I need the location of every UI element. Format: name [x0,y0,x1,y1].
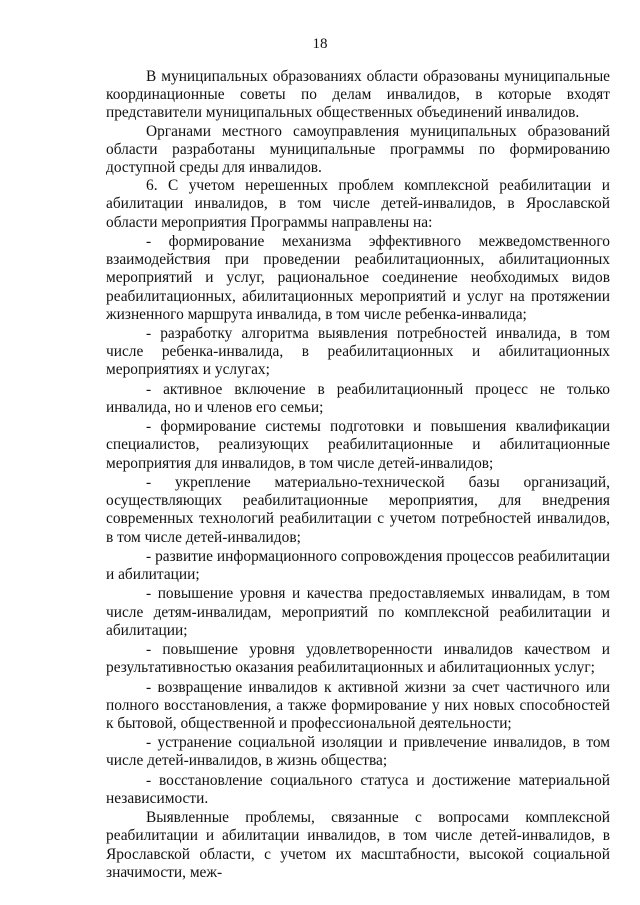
list-item: - формирование механизма эффективного межведомственного взаимодействия при проведении реабилитационных, абилитационных мероприятий и услуг, рациональное соединение необходимых видов реабилитационных, абилитационных мероприятий и услуг на протяжении жизненного маршрута инвалида, в том числе ребенка-инвалида; [106,232,610,323]
list-item: - активное включение в реабилитационный процесс не только инвалида, но и членов его семьи; [106,380,610,416]
paragraph-program-directions: 6. С учетом нерешенных проблем комплексной реабилитации и абилитации инвалидов, в том числе детей-инвалидов, в Ярославской области мероприятия Программы направлены на: [106,177,610,231]
list-item: - восстановление социального статуса и достижение материальной независимости. [106,771,610,807]
list-item: - устранение социальной изоляции и привлечение инвалидов, в том числе детей-инвалидов, в жизнь общества; [106,734,610,770]
paragraph-municipal-programs: Органами местного самоуправления муниципальных образований области разработаны муниципальные программы по формированию доступной среды для инвалидов. [106,122,610,177]
list-item: - повышение уровня и качества предоставляемых инвалидам, в том числе детям-инвалидам, мероприятий по комплексной реабилитации и абилитации; [106,585,610,639]
paragraph-identified-problems: Выявленные проблемы, связанные с вопросами комплексной реабилитации и абилитации инвалидов, в том числе детей-инвалидов, в Ярославской области, с учетом их масштабности, высокой социальной значимости, меж- [106,809,610,881]
list-item: - укрепление материально-технической базы организаций, осуществляющих реабилитационные мероприятия, для внедрения современных технологий реабилитации с учетом потребностей инвалидов, в том числе детей-инвалидов; [106,473,610,546]
list-item: - разработку алгоритма выявления потребностей инвалида, в том числе ребенка-инвалида, в реабилитационных и абилитационных мероприятиях и услугах; [106,325,610,379]
list-item: - формирование системы подготовки и повышения квалификации специалистов, реализующих реабилитационные и абилитационные мероприятия для инвалидов, в том числе детей-инвалидов; [106,418,610,472]
document-body [106,68,610,882]
list-item: - развитие информационного сопровождения процессов реабилитации и абилитации; [106,547,610,584]
page-number: 18 [312,36,328,52]
list-item: - повышение уровня удовлетворенности инвалидов качеством и результативностью оказания реабилитационных и абилитационных услуг; [106,641,610,677]
paragraph-municipal-councils: В муниципальных образованиях области образованы муниципальные координационные советы по делам инвалидов, в которые входят представители муниципальных общественных объединений инвалидов. [106,68,610,122]
list-item: - возвращение инвалидов к активной жизни за счет частичного или полного восстановления, а также формирование у них новых способностей к бытовой, общественной и профессиональной деятельности; [106,678,610,732]
